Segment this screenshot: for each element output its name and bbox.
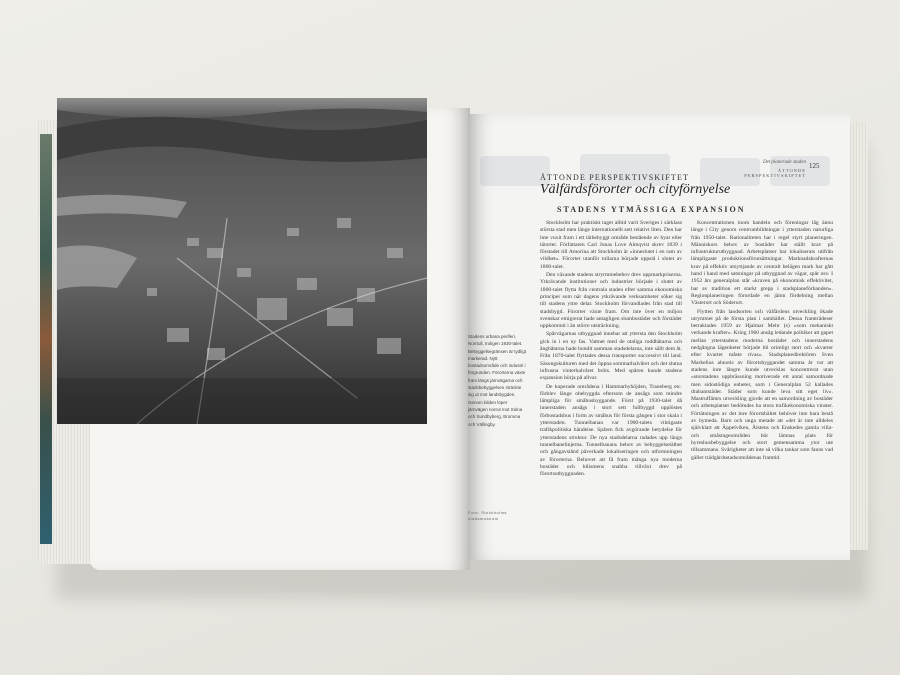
aerial-photo (57, 98, 427, 424)
book-spine-strip (40, 134, 52, 544)
paragraph: Spårvägarnas utbyggnad innebar att yttersta den Stockholm gick in i en ny fas. Vattnet med de otaliga roddbåtarna och ångbåtarna hade bundit samman stadsdelarna, inte sällt dem åt. Från 1870-talet flyttades dessa transporter successivt till land. Säsongskulturen med det öppna sommarhalvåret och det slutna infrusna vinterhalvåret bröts. Med spåren kunde stadens expansion börja på allvar. (540, 331, 682, 382)
page-number: 125 (809, 162, 820, 170)
text-column-2 (691, 220, 833, 538)
right-page-edges (850, 122, 868, 550)
photo-credit: Foto: Stockholms stadsmuseum (468, 510, 507, 521)
section-label: ÅTTONDE PERSPEKTIVSKIFTET (540, 173, 690, 182)
paragraph: Den växande stadens stryrmmebehov drev uppmarkpriserna. Ytkrävande institutioner och industrier började i slutet av 1800-talet flytta från centrala staden efter samma ekonomiska principer som när dagens ytkrävande verksamheter söker sig till stadens yttre delar. Stockholm förvandlades från stad till stadsbygd. Förorter växte fram. Om inte över en miljon svenskar emigrerat hade antagligen slumbostäder och förstäder uppkommit i än större utsträckning. (540, 272, 682, 330)
photo-caption: Stadens urbana periferi, Norrtull, troligen 1930-talet. Bebyggelsegränsen är tydligt markerad. Nytt bostadsområde och industri i förgrunden. Förorterna växte fram längs järnvägarna och stadsbebyggelsen sträckte sig ut mot landsbygden. Genom bilden löper järnvägen norrut mot Solna och Sundbyberg, Bromma och Vällingby. (468, 334, 527, 427)
chapter-subhead: STADENS YTMÄSSIGA EXPANSION (557, 205, 746, 214)
paragraph: Koncentrationen inom handeln och föreningar låg ännu länge i City genom centrumbildningar i ytterstaden naturliga från 1950-talet. Rationaliteten har i regel styrt planeringen. Människors behov av bostäder har ställt krav på infrastrukturutbyggnad. Arbetsplatser har lokaliserats utifrån lämpligaste produktionsförutsättningar. Marknadskrafternas krav på effektiv utnyttjande av centralt belägen mark har gått hand i hand med satsningar på utbyggnad av vägar, spår osv. I 1952 års generalplan står »kraven på ekonomisk effektivitet, har av tradition ett starkt grepp i stadsplaneförbanden». Regionplaneringen förordade en jämn fördelning mellan Västerort och Söderort. (691, 220, 833, 307)
text-column-1 (540, 220, 682, 538)
running-section: ÅTTONDE PERSPEKTIVSKIFTET (744, 168, 806, 178)
running-title: Det planerade staden (762, 160, 806, 165)
chapter-title: Välfärdsförorter och cityförnyelse (540, 182, 731, 197)
paragraph: De kuperade områdena i Hammarbyhöjden, Traneberg etc. förblev länge obebyggda eftersom de ansågs som mindre lämpliga för småhusbyggande. Först på 1930-talet då innerstaden ansågs i stort sett fullbyggd upplöstes förbostadsbus i form av småhus för första gången i stor skala i ytterstaden. Tunnelbanan var 1900-talets viktigaste trafikpolitiska händelse. Spåren fick avgörande betydelse för ytterstadens struktur. De nya stadsdelarna radades upp längs tunnelbanelinjerna. Tunnelbanans behov av bebyggelsetäthet och gångavstånd påverkade lokaliseringen och utformningen av förorterna. Behovet att få fram många nya moderna bostäder och bilismens snabba tillväxt drev på förortsutbyggnaden. (540, 383, 682, 478)
paragraph: Stockholm har praktiskt taget alltid varit Sveriges i särklass största stad men länge internationellt sett relativt liten. Den har inte vuxit fram i ett tätbebyggt område bestående av byar eller tätorter. Författaren Carl Jonas Love Almqvist skrev 1839 i förstadet till Amorina att Stockholm är »inneslutet i en ram av vildhet». Förorter utanför tullarna började uppstå i slutet av 1800-talet. (540, 220, 682, 270)
paragraph: Flytten från landsorten och välfärdens utveckling ökade utrymmet på de första plan i samhället. Dessa framträdeser betraktades 1959 av Hjalmar Mehr (s) »som mekaniskt verkande krafter». Kring 1960 ansåg ledande politiker att gapet mellan ytterstadens moderna bostäder och innerstadens nedgångna lägenheter började bli orimligt stort och »kvarter efter kvarter måste rivas». Stadsplanedirektören Sven Markelius ahnotis av förortsbyggandet samma år var att stadens inre längre kunde utvecklas koncentrerat utan »storstadens uppbrässning motiverade ett antal samordnade men sidostödiga enheter, som i Generalplan 52 kallades drabantstäder. Städer som kunde leva sitt eget liv». Mastruffämrs utveckling gjorde att en samordning av bostäder och arbetsplatser bedömdes ha stora trafikekonomiska vinster. Förtätningen av det inre förortsbältet behöver inte bara bestå av bymeda. Barn och unga metade att »det är inte alldeles självklart att Äppelviken, Ålstens och Enskedes gamla villa- och småstugeområden bör lämnas plats för hyreshusbebyggelse och stort gemensamma ytor ute tillsammans. Svårigheter att inte så vilka tankar som fanns vad gäller trädgårdsstadsområdenas framtid. (691, 308, 833, 461)
